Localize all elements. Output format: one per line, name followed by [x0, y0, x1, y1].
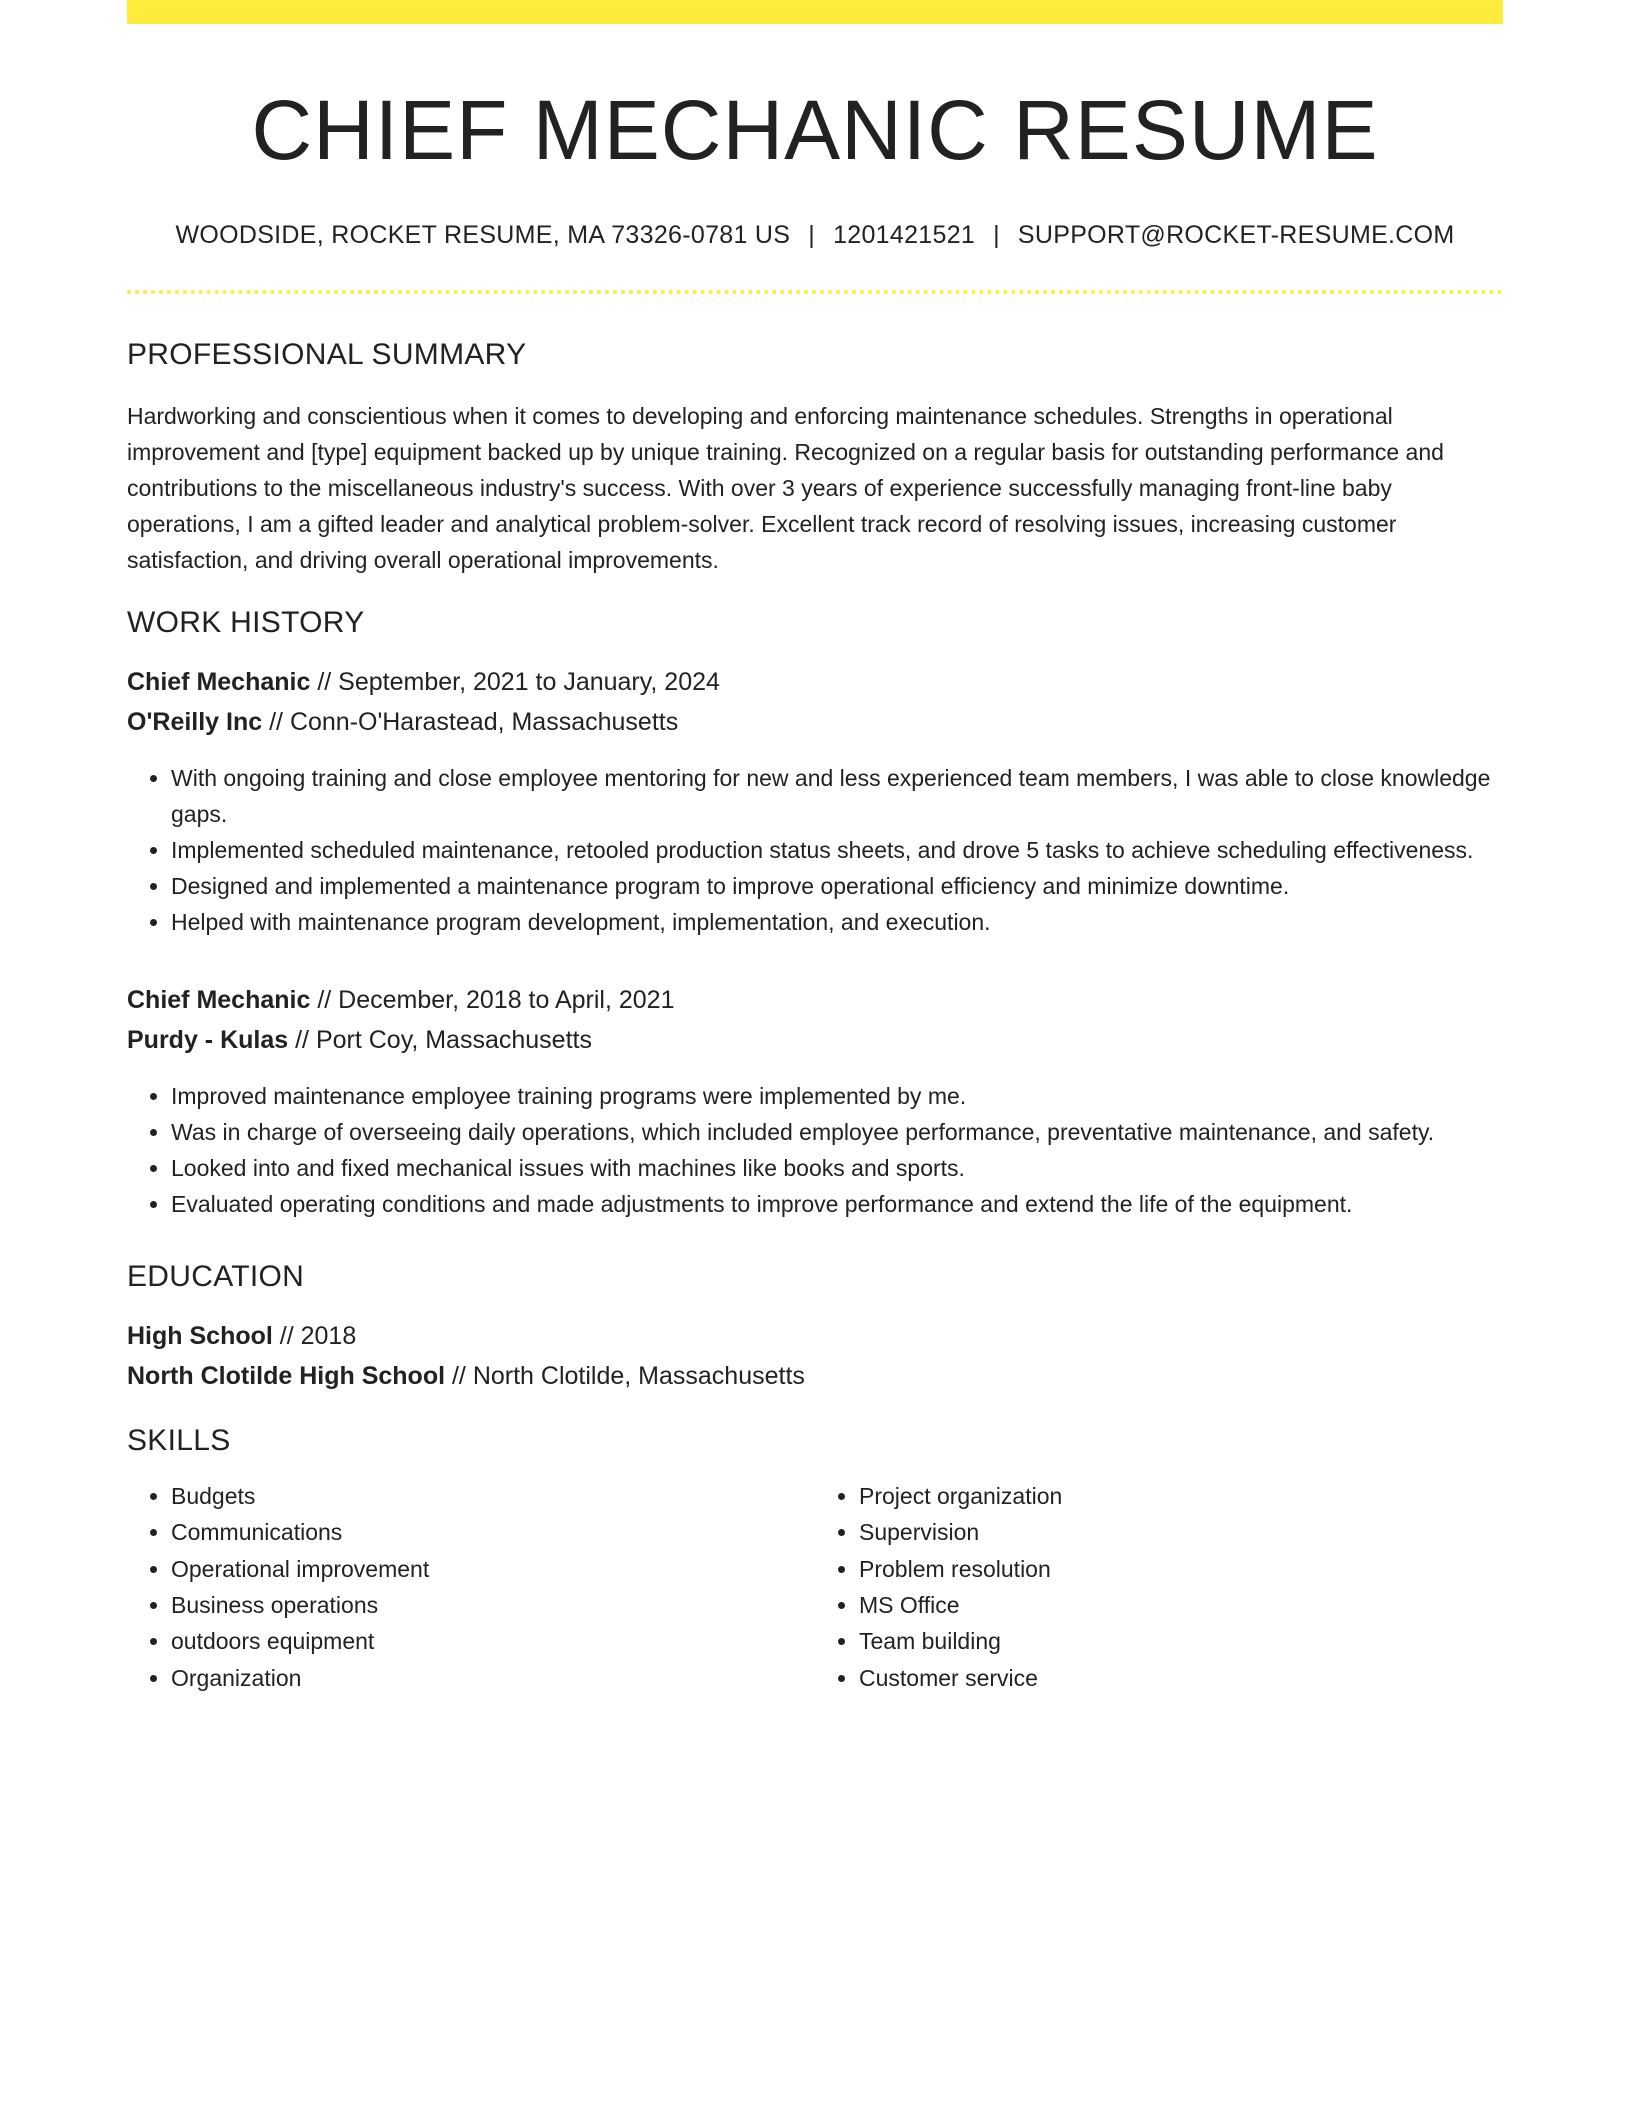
- job-company-line: [127, 702, 1503, 742]
- contact-phone: 1201421521: [833, 220, 976, 249]
- contact-address: WOODSIDE, ROCKET RESUME, MA 73326-0781 US: [175, 220, 791, 249]
- contact-email: SUPPORT@ROCKET-RESUME.COM: [1017, 220, 1455, 249]
- contact-separator: |: [808, 220, 816, 249]
- job-entry: [127, 662, 1503, 940]
- resume-title: CHIEF MECHANIC RESUME: [251, 83, 1379, 177]
- skills-heading: SKILLS: [127, 1423, 231, 1457]
- skill-item: • Supervision: [859, 1514, 1503, 1550]
- skill-item: • Business operations: [171, 1587, 815, 1623]
- skill-item: • Project organization: [859, 1478, 1503, 1514]
- skill-item: • outdoors equipment: [171, 1623, 815, 1659]
- summary-text: Hardworking and conscientious when it comes to developing and enforcing maintenance schedules. Strengths in operational improvement and [type] equipment backed up by unique training. Recognized on a regular basis for outstanding performance and contributions to the miscellaneous industry's success. With over 3 years of experience successfully managing front-line baby operations, I am a gifted leader and analytical problem-solver. Excellent track record of resolving issues, increasing customer satisfaction, and driving overall operational improvements.: [127, 402, 1444, 573]
- resume-page: [127, 0, 1503, 1696]
- education-degree: High School: [127, 1321, 273, 1350]
- skills-list: [127, 1478, 815, 1696]
- skill-item: • MS Office: [859, 1587, 1503, 1623]
- job-bullets: [127, 760, 1503, 940]
- job-company: O'Reilly Inc: [127, 707, 263, 736]
- list-item: • Helped with maintenance program development, implementation, and execution.: [171, 904, 1503, 940]
- skill-item: • Budgets: [171, 1478, 815, 1514]
- skill-item: • Organization: [171, 1660, 815, 1696]
- education-location: // North Clotilde, Massachusetts: [445, 1361, 805, 1390]
- skill-item: • Communications: [171, 1514, 815, 1550]
- job-location: // Conn-O'Harastead, Massachusetts: [262, 707, 679, 736]
- skill-item: • Customer service: [859, 1660, 1503, 1696]
- list-item: • Was in charge of overseeing daily operations, which included employee performance, preventative maintenance, and safety.: [171, 1114, 1503, 1150]
- job-entry: [127, 980, 1503, 1222]
- job-bullets: [127, 1078, 1503, 1222]
- job-title-line: [127, 662, 1503, 702]
- job-title: Chief Mechanic: [127, 985, 311, 1014]
- job-dates: // December, 2018 to April, 2021: [310, 985, 675, 1014]
- skills-column-right: [815, 1478, 1503, 1696]
- list-item: • Improved maintenance employee training programs were implemented by me.: [171, 1078, 1503, 1114]
- job-location: // Port Coy, Massachusetts: [288, 1025, 592, 1054]
- education-school: North Clotilde High School: [127, 1361, 446, 1390]
- work-history-heading: WORK HISTORY: [127, 605, 365, 639]
- skills-grid: [127, 1478, 1503, 1696]
- education-heading: EDUCATION: [127, 1259, 305, 1293]
- education-entry: [127, 1316, 1503, 1396]
- skills-column-left: [127, 1478, 815, 1696]
- summary-heading: PROFESSIONAL SUMMARY: [127, 337, 527, 371]
- skills-list: [815, 1478, 1503, 1696]
- skill-item: • Problem resolution: [859, 1551, 1503, 1587]
- skill-item: • Operational improvement: [171, 1551, 815, 1587]
- contact-line: [127, 221, 1503, 250]
- dotted-divider: [127, 290, 1503, 294]
- job-title-line: [127, 980, 1503, 1020]
- job-company-line: [127, 1020, 1503, 1060]
- list-item: • With ongoing training and close employee mentoring for new and less experienced team members, I was able to close knowledge gaps.: [171, 760, 1503, 832]
- list-item: • Looked into and fixed mechanical issues with machines like books and sports.: [171, 1150, 1503, 1186]
- list-item: • Designed and implemented a maintenance program to improve operational efficiency and minimize downtime.: [171, 868, 1503, 904]
- list-item: • Implemented scheduled maintenance, retooled production status sheets, and drove 5 tasks to achieve scheduling effectiveness.: [171, 832, 1503, 868]
- education-year: // 2018: [272, 1321, 357, 1350]
- job-title: Chief Mechanic: [127, 667, 311, 696]
- education-school-line: [127, 1356, 1503, 1396]
- education-degree-line: [127, 1316, 1503, 1356]
- skill-item: • Team building: [859, 1623, 1503, 1659]
- contact-separator: |: [993, 220, 1000, 249]
- job-company: Purdy - Kulas: [127, 1025, 289, 1054]
- top-accent-bar: [127, 0, 1503, 24]
- list-item: • Evaluated operating conditions and made adjustments to improve performance and extend the life of the equipment.: [171, 1186, 1503, 1222]
- job-dates: // September, 2021 to January, 2024: [310, 667, 720, 696]
